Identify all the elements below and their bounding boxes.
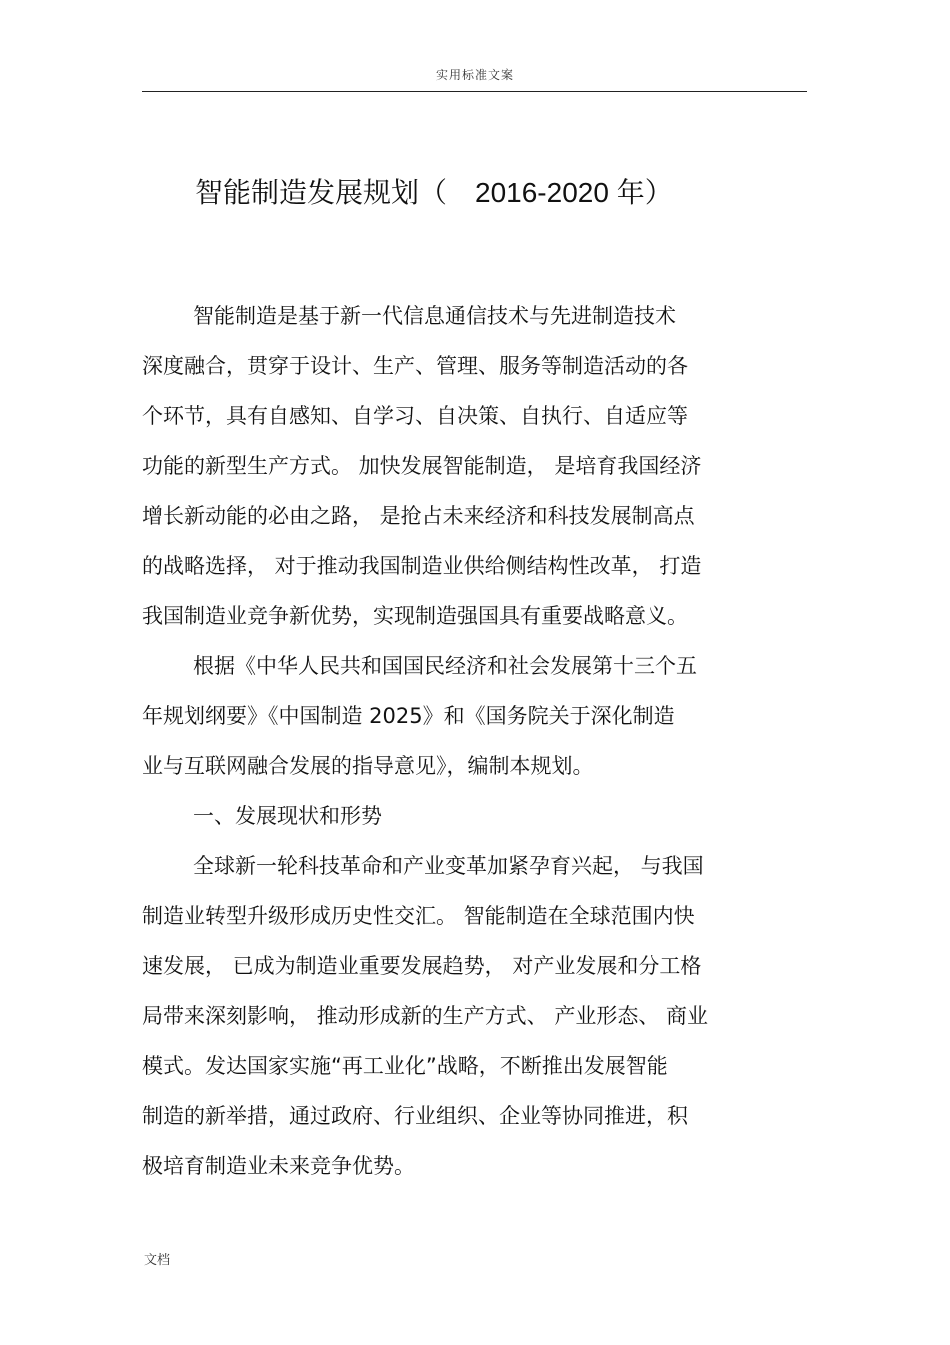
paragraph-line: 制造业转型升级形成历史性交汇。 智能制造在全球范围内快 bbox=[142, 904, 695, 928]
paragraph-line: 我国制造业竞争新优势，实现制造强国具有重要战略意义。 bbox=[142, 604, 688, 628]
document-title bbox=[195, 173, 673, 213]
paragraph-line: 局带来深刻影响， 推动形成新的生产方式、 产业形态、 商业 bbox=[142, 1004, 709, 1028]
paragraph-line: 业与互联网融合发展的指导意见》，编制本规划。 bbox=[142, 754, 594, 778]
paragraph-line: 极培育制造业未来竞争优势。 bbox=[142, 1154, 415, 1178]
paragraph-line: 深度融合，贯穿于设计、生产、管理、服务等制造活动的各 bbox=[142, 354, 688, 378]
header-divider bbox=[142, 91, 807, 92]
paragraph-line: 的战略选择， 对于推动我国制造业供给侧结构性改革， 打造 bbox=[142, 554, 702, 578]
title-main: 智能制造发展规划（ bbox=[195, 176, 448, 209]
paragraph-line: 速发展， 已成为制造业重要发展趋势， 对产业发展和分工格 bbox=[142, 954, 702, 978]
page-footer: 文档 bbox=[144, 1253, 171, 1268]
paragraph-line: 智能制造是基于新一代信息通信技术与先进制造技术 bbox=[193, 304, 676, 328]
section-heading: 一、发展现状和形势 bbox=[193, 804, 382, 828]
page-header: 实用标准文案 bbox=[435, 68, 514, 82]
paragraph-line: 模式。发达国家实施“再工业化”战略，不断推出发展智能 bbox=[142, 1054, 668, 1078]
paragraph-line: 根据《中华人民共和国国民经济和社会发展第十三个五 bbox=[193, 654, 697, 678]
paragraph-line: 增长新动能的必由之路， 是抢占未来经济和科技发展制高点 bbox=[142, 504, 695, 528]
title-years: 2016-2020 年） bbox=[475, 177, 673, 208]
paragraph-line: 个环节，具有自感知、自学习、自决策、自执行、自适应等 bbox=[142, 404, 688, 428]
paragraph-line: 制造的新举措，通过政府、行业组织、企业等协同推进，积 bbox=[142, 1104, 688, 1128]
paragraph-line: 全球新一轮科技革命和产业变革加紧孕育兴起， 与我国 bbox=[193, 854, 704, 878]
paragraph-line: 功能的新型生产方式。 加快发展智能制造， 是培育我国经济 bbox=[142, 454, 702, 478]
paragraph-line: 年规划纲要》《中国制造 2025》和《国务院关于深化制造 bbox=[142, 704, 675, 728]
